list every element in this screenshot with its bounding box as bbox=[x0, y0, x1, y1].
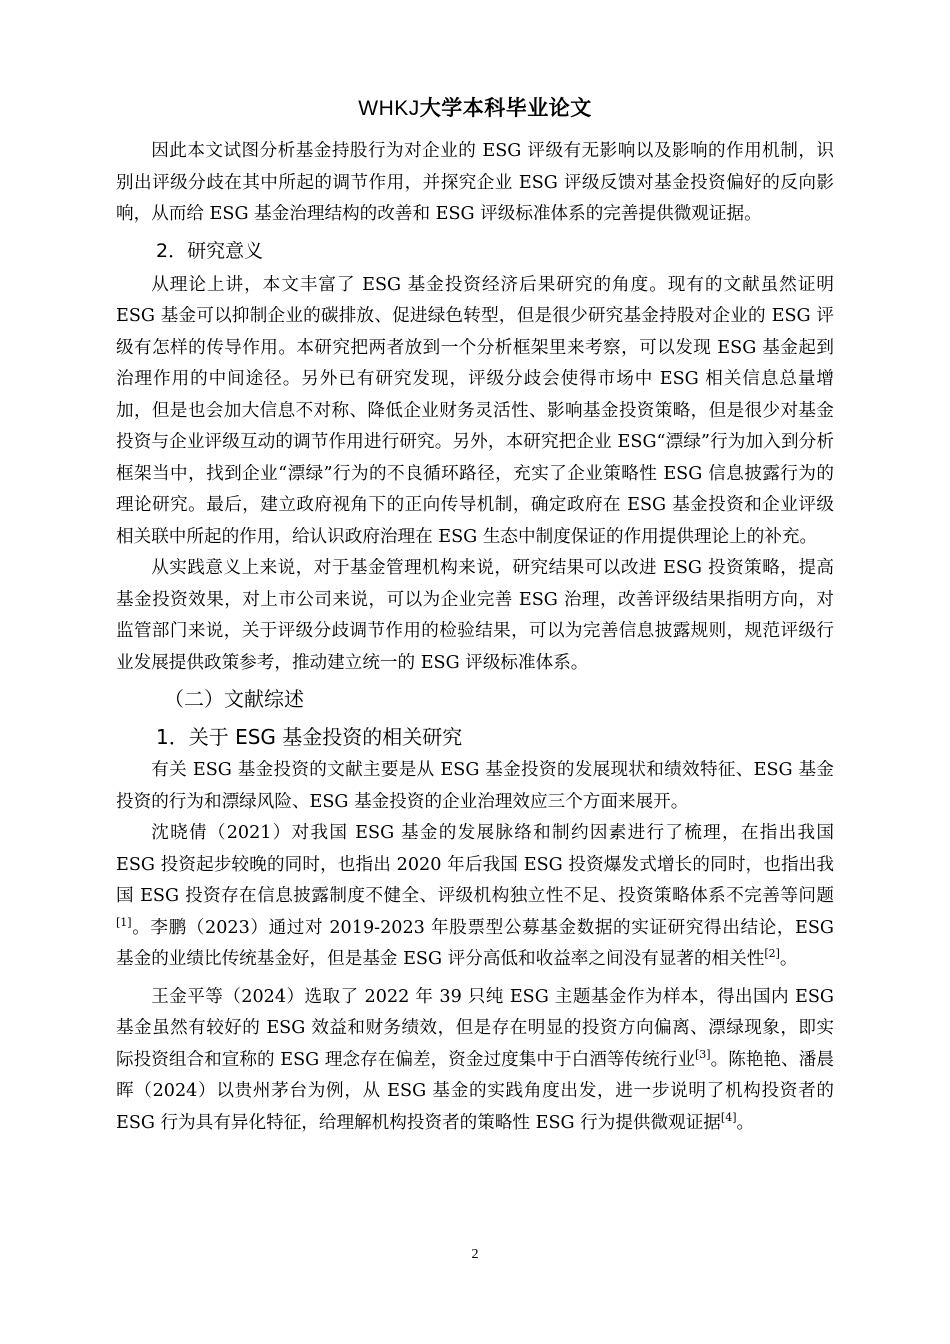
citation-1: [1] bbox=[116, 915, 132, 929]
page-header bbox=[0, 92, 950, 122]
page-number: 2 bbox=[471, 1247, 479, 1262]
paragraph-shen-li bbox=[116, 818, 834, 976]
paragraph-theory: 从理论上讲，本文丰富了 ESG 基金投资经济后果研究的角度。现有的文献虽然证明 ESG 基金可以抑制企业的碳排放、促进绿色转型，但是很少研究基金持股对企业的 ESG 评级有怎样的传导作用。本研究把两者放到一个分析框架里来考察，可以发现 ESG 基金起到治理作用的中间途径。另外已有研究发现，评级分歧会使得市场中 ESG 相关信息总量增加，但是也会加大信息不对称、降低企业财务灵活性、影响基金投资策略，但是很少对基金投资与企业评级互动的调节作用进行研究。另外，本研究把企业 ESG“漂绿”行为加入到分析框架当中，找到企业“漂绿”行为的不良循环路径，充实了企业策略性 ESG 信息披露行为的理论研究。最后，建立政府视角下的正向传导机制，确定政府在 ESG 基金投资和企业评级相关联中所起的作用，给认识政府治理在 ESG 生态中制度保证的作用提供理论上的补充。 bbox=[116, 274, 834, 547]
text-segment: 。 bbox=[736, 1112, 755, 1133]
text-segment: 。陈艳艳、潘晨晖（2024）以贵州茅台为例，从 ESG 基金的实践角度出发，进一步说明了机构投资者的 ESG 行为具有异化特征，给理解机构投资者的策略性 ESG 行为提供微观证据 bbox=[116, 1049, 834, 1133]
header-prefix: WHKJ bbox=[358, 97, 420, 120]
text-segment: 。 bbox=[779, 949, 798, 969]
citation-3: [3] bbox=[695, 1047, 711, 1061]
header-title: 大学本科毕业论文 bbox=[419, 95, 592, 120]
body-content bbox=[116, 136, 834, 1139]
text-segment: 沈晓倩（2021）对我国 ESG 基金的发展脉络和制约因素进行了梳理，在指出我国 ESG 投资起步较晚的同时，也指出 2020 年后我国 ESG 投资爆发式增长的同时，也指出我国 ESG 投资存在信息披露制度不健全、评级机构独立性不足、投资策略体系不完善等问题 bbox=[116, 823, 834, 906]
citation-4: [4] bbox=[720, 1110, 737, 1124]
heading-research-significance: 2．研究意义 bbox=[156, 239, 264, 262]
citation-2: [2] bbox=[764, 947, 780, 961]
paragraph-wang-chen bbox=[116, 982, 834, 1140]
heading-literature-review: （二）文献综述 bbox=[164, 687, 304, 711]
paragraph-overview: 有关 ESG 基金投资的文献主要是从 ESG 基金投资的发展现状和绩效特征、ESG 基金投资的行为和漂绿风险、ESG 基金投资的企业治理效应三个方面来展开。 bbox=[116, 760, 834, 812]
paragraph-practice: 从实践意义上来说，对于基金管理机构来说，研究结果可以改进 ESG 投资策略，提高基金投资效果，对上市公司来说，可以为企业完善 ESG 治理，改善评级结果指明方向，对监管部门来说，关于评级分歧调节作用的检验结果，可以为完善信息披露规则，规范评级行业发展提供政策参考，推动建立统一的 ESG 评级标准体系。 bbox=[116, 558, 834, 673]
text-segment: 王金平等（2024）选取了 2022 年 39 只纯 ESG 主题基金作为样本，得出国内 ESG 基金虽然有较好的 ESG 效益和财务绩效，但是存在明显的投资方向偏离、漂绿现象，即实际投资组合和宣称的 ESG 理念存在偏差，资金过度集中于白酒等传统行业 bbox=[116, 986, 834, 1070]
text-segment: 。李鹏（2023）通过对 2019-2023 年股票型公募基金数据的实证研究得出结论，ESG 基金的业绩比传统基金好，但是基金 ESG 评分高低和收益率之间没有显著的相关性 bbox=[116, 917, 834, 969]
paragraph-purpose: 因此本文试图分析基金持股行为对企业的 ESG 评级有无影响以及影响的作用机制，识别出评级分歧在其中所起的调节作用，并探究企业 ESG 评级反馈对基金投资偏好的反向影响，从而给 ESG 基金治理结构的改善和 ESG 评级标准体系的完善提供微观证据。 bbox=[116, 141, 834, 224]
heading-esg-fund-research: 1．关于 ESG 基金投资的相关研究 bbox=[156, 725, 463, 749]
